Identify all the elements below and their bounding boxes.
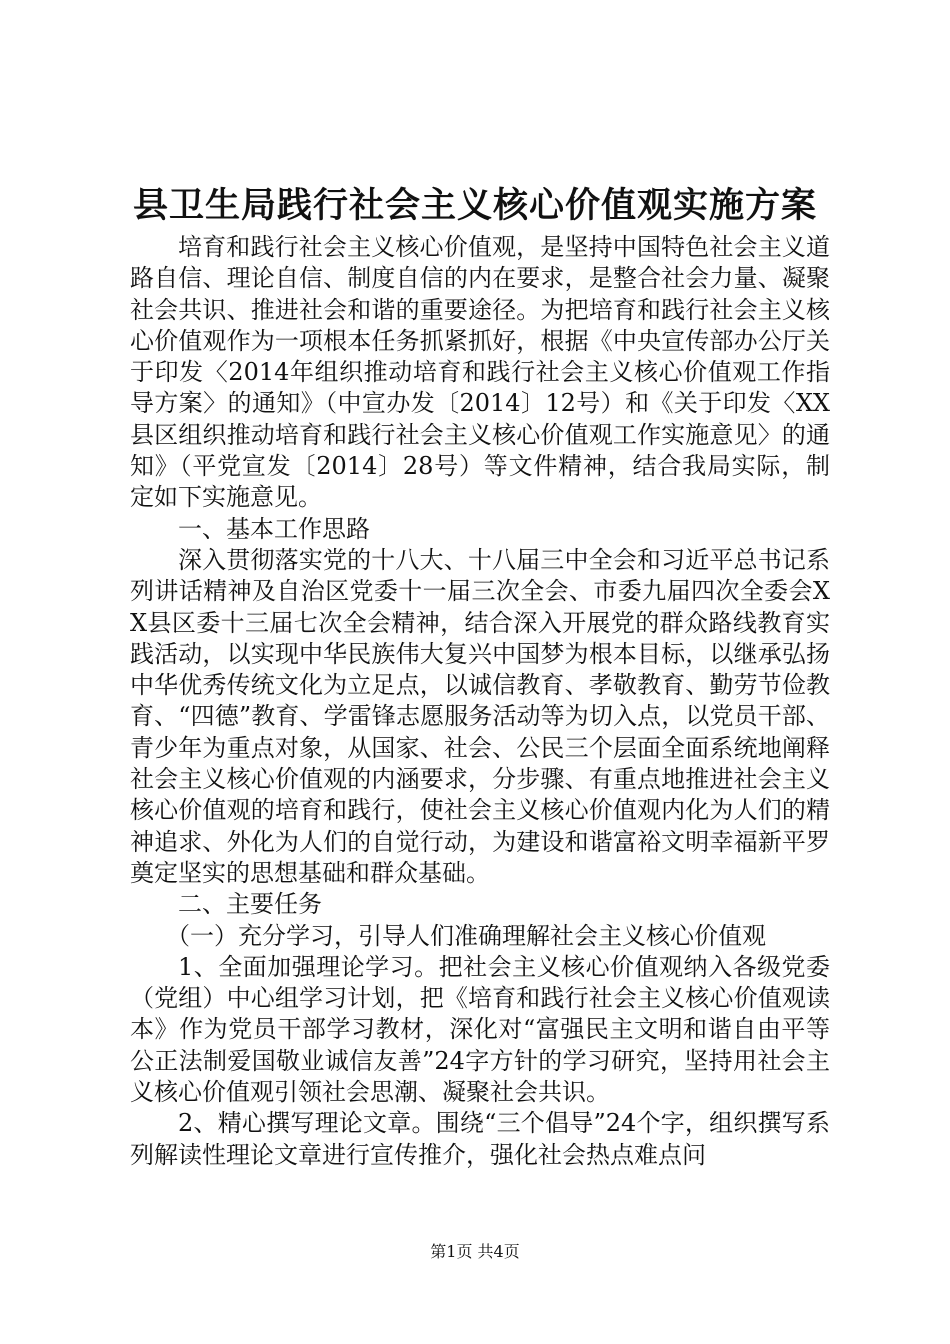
paragraph-task-2: 2、精心撰写理论文章。围绕“三个倡导”24个字，组织撰写系列解读性理论文章进行宣传推介，强化社会热点难点问 [130,1109,830,1169]
document-title: 县卫生局践行社会主义核心价值观实施方案 [132,186,817,226]
subheading-study: （一）充分学习，引导人们准确理解社会主义核心价值观 [166,921,766,950]
document-body [130,232,830,1171]
page-footer: 第1页 共4页 [430,1242,520,1261]
paragraph-intro: 培育和践行社会主义核心价值观，是坚持中国特色社会主义道路自信、理论自信、制度自信的内在要求，是整合社会力量、凝聚社会共识、推进社会和谐的重要途径。为把培育和践行社会主义核心价值观作为一项根本任务抓紧抓好，根据《中央宣传部办公厅关于印发〈2014年组织推动培育和践行社会主义核心价值观工作指导方案〉的通知》（中宣办发〔2014〕12号）和《关于印发〈XX县区组织推动培育和践行社会主义核心价值观工作实施意见〉的通知》（平党宣发〔2014〕28号）等文件精神，结合我局实际，制定如下实施意见。 [130,233,830,512]
heading-basic-approach: 一、基本工作思路 [178,514,370,543]
heading-main-tasks: 二、主要任务 [178,890,322,919]
paragraph-task-1: 1、全面加强理论学习。把社会主义核心价值观纳入各级党委（党组）中心组学习计划，把《培育和践行社会主义核心价值观读本》作为党员干部学习教材，深化对“富强民主文明和谐自由平等公正法制爱国敬业诚信友善”24字方针的学习研究，坚持用社会主义核心价值观引领社会思潮、凝聚社会共识。 [130,952,830,1107]
paragraph-basic-approach: 深入贯彻落实党的十八大、十八届三中全会和习近平总书记系列讲话精神及自治区党委十一届三次全会、市委九届四次全委会XX县区委十三届七次全会精神，结合深入开展党的群众路线教育实践活动，以实现中华民族伟大复兴中国梦为根本目标，以继承弘扬中华优秀传统文化为立足点，以诚信教育、孝敬教育、勤劳节俭教育、“四德”教育、学雷锋志愿服务活动等为切入点，以党员干部、青少年为重点对象，从国家、社会、公民三个层面全面系统地阐释社会主义核心价值观的内涵要求，分步骤、有重点地推进社会主义核心价值观的培育和践行，使社会主义核心价值观内化为人们的精神追求、外化为人们的自觉行动，为建设和谐富裕文明幸福新平罗奠定坚实的思想基础和群众基础。 [130,545,830,887]
